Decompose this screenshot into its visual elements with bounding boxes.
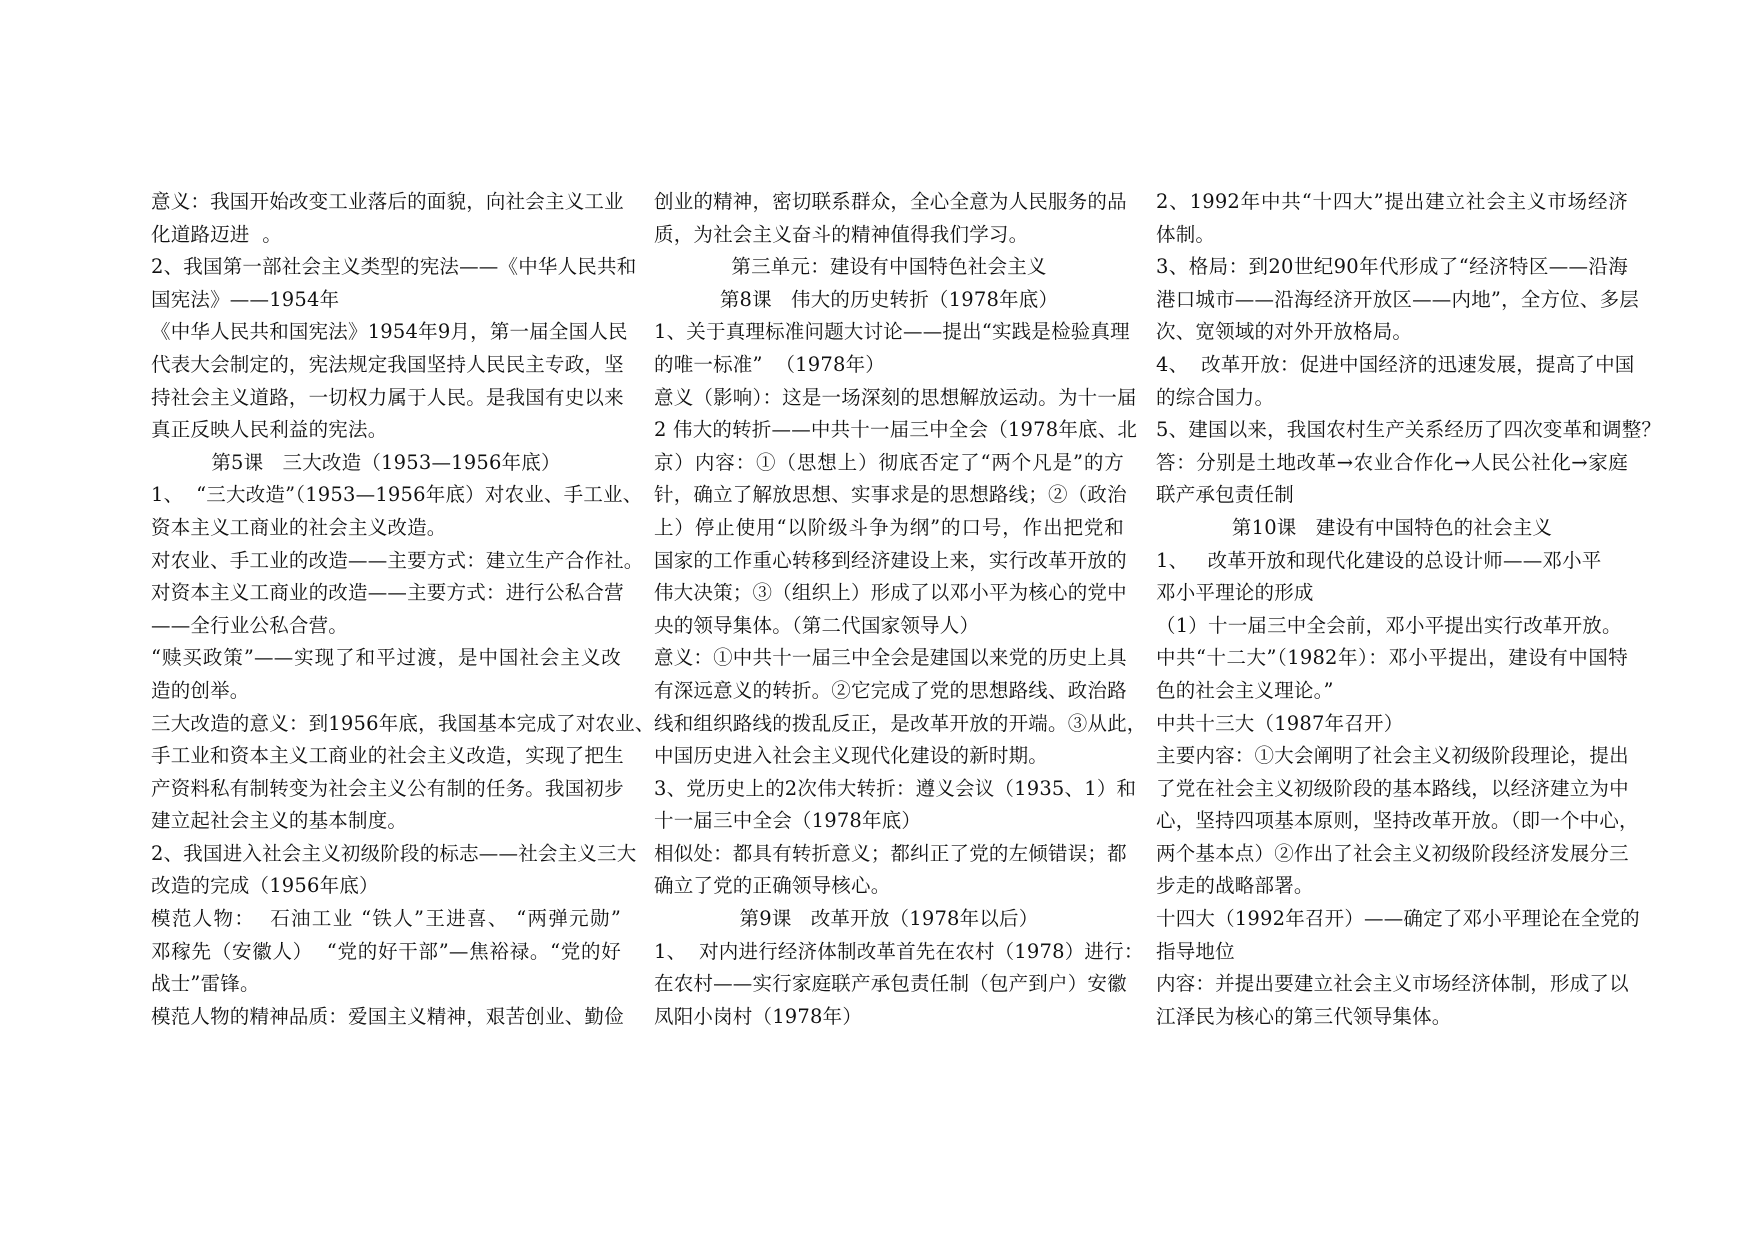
section-heading: 第9课 改革开放（1978年以后） [739,907,1039,931]
text-line: 持社会主义道路，一切权力属于人民。是我国有史以来 [151,385,624,409]
text-line: 对资本主义工商业的改造——主要方式：进行公私合营 [151,581,624,605]
text-line: 三大改造的意义：到1956年底，我国基本完成了对农业、 [151,711,655,735]
text-line: 中共十三大（1987年召开） [1156,711,1404,735]
text-line: 色的社会主义理论。” [1156,678,1334,702]
text-line: 1、关于真理标准问题大讨论——提出“实践是检验真理 [654,320,1130,344]
text-line: 指导地位 [1156,939,1235,963]
text-line: 改造的完成（1956年底） [151,874,379,898]
text-line: 线和组织路线的拨乱反正，是改革开放的开端。③从此， [654,711,1147,735]
text-line: 邓小平理论的形成 [1156,581,1314,605]
text-line: 产资料私有制转变为社会主义公有制的任务。我国初步 [151,776,624,800]
text-line: 3、格局：到20世纪90年代形成了“经济特区——沿海 [1156,255,1628,279]
text-line: 心，坚持四项基本原则，坚持改革开放。（即一个中心， [1156,809,1639,833]
text-line: 步走的战略部署。 [1156,874,1314,898]
text-line: 确立了党的正确领导核心。 [654,874,891,898]
text-line: 2 伟大的转折——中共十一届三中全会（1978年底、北 [654,418,1138,442]
text-line: 邓稼先（安徽人） “党的好干部”—焦裕禄。“党的好 [151,939,621,963]
text-line: 凤阳小岗村（1978年） [654,1004,863,1028]
text-line: 联产承包责任制 [1156,483,1294,507]
text-line: 意义：①中共十一届三中全会是建国以来党的历史上具 [654,646,1127,670]
text-line: 2、我国进入社会主义初级阶段的标志——社会主义三大 [151,841,637,865]
text-line: 主要内容：①大会阐明了社会主义初级阶段理论，提出 [1156,744,1629,768]
text-column-left [151,186,655,1033]
text-line: 体制。 [1156,222,1216,246]
text-line: 央的领导集体。（第二代国家领导人） [654,613,980,637]
text-line: 港口城市——沿海经济开放区——内地”，全方位、多层 [1156,287,1639,311]
text-line: 3、党历史上的2次伟大转折：遵义会议（1935、1）和 [654,776,1137,800]
text-line: 模范人物的精神品质：爱国主义精神，艰苦创业、勤俭 [151,1004,624,1028]
text-line: 意义（影响）：这是一场深刻的思想解放运动。为十一届 [654,385,1137,409]
text-line: 上）停止使用“以阶级斗争为纲”的口号，作出把党和 [654,515,1124,539]
text-line: 了党在社会主义初级阶段的基本路线，以经济建立为中 [1156,776,1629,800]
text-line: 手工业和资本主义工商业的社会主义改造，实现了把生 [151,744,624,768]
text-line: 中国历史进入社会主义现代化建设的新时期。 [654,744,1049,768]
text-line: 建立起社会主义的基本制度。 [151,809,408,833]
text-line: 京）内容：①（思想上）彻底否定了“两个凡是”的方 [654,450,1124,474]
text-line: 在农村——实行家庭联产承包责任制（包产到户）安徽 [654,972,1127,996]
section-heading: 第8课 伟大的历史转折（1978年底） [719,287,1059,311]
text-line: “赎买政策”——实现了和平过渡，是中国社会主义改 [151,646,621,670]
text-line: 创业的精神，密切联系群众，全心全意为人民服务的品 [654,190,1127,213]
text-line: 次、宽领域的对外开放格局。 [1156,320,1413,344]
text-line: 质，为社会主义奋斗的精神值得我们学习。 [654,222,1029,246]
text-line: 1、 对内进行经济体制改革首先在农村（1978）进行： [654,939,1144,963]
text-column-right [1156,186,1662,1033]
text-line: 两个基本点）②作出了社会主义初级阶段经济发展分三 [1156,841,1629,865]
text-line: 的综合国力。 [1156,385,1275,409]
text-line: 对农业、手工业的改造——主要方式：建立生产合作社。 [151,548,644,572]
text-line: 针，确立了解放思想、实事求是的思想路线；②（政治 [654,483,1127,507]
text-line: 十四大（1992年召开）——确定了邓小平理论在全党的 [1156,907,1640,931]
text-line: 意义：我国开始改变工业落后的面貌，向社会主义工业 [151,190,624,213]
text-line: 5、建国以来，我国农村生产关系经历了四次变革和调整？ [1156,418,1662,442]
text-line: 2、我国第一部社会主义类型的宪法——《中华人民共和 [151,255,637,279]
text-line: 代表大会制定的，宪法规定我国坚持人民民主专政，坚 [151,352,624,376]
text-line: 答：分别是土地改革→农业合作化→人民公社化→家庭 [1156,450,1628,474]
text-line: 有深远意义的转折。②它完成了党的思想路线、政治路 [654,678,1127,702]
text-line: 伟大决策；③（组织上）形成了以邓小平为核心的党中 [654,581,1127,605]
text-line: 2、1992年中共“十四大”提出建立社会主义市场经济 [1156,190,1628,213]
text-line: 造的创举。 [151,678,250,702]
text-column-middle [654,186,1147,1033]
text-line: 国宪法》——1954年 [151,287,340,311]
text-line: 中共“十二大”（1982年）：邓小平提出，建设有中国特 [1156,646,1628,670]
text-line: 国家的工作重心转移到经济建设上来，实行改革开放的 [654,548,1127,572]
text-line: 江泽民为核心的第三代领导集体。 [1156,1004,1452,1028]
section-heading: 第三单元：建设有中国特色社会主义 [731,255,1047,279]
text-line: 1、 “三大改造”（1953—1956年底）对农业、手工业、 [151,483,643,507]
text-line: 相似处：都具有转折意义；都纠正了党的左倾错误；都 [654,841,1127,865]
text-line: ——全行业公私合营。 [151,613,349,637]
text-line: 真正反映人民利益的宪法。 [151,418,388,442]
text-line: 资本主义工商业的社会主义改造。 [151,515,447,539]
text-line: 十一届三中全会（1978年底） [654,809,922,833]
text-line: 模范人物： 石油工业 “铁人”王进喜、 “两弹元勋” [151,907,621,931]
section-heading: 第5课 三大改造（1953—1956年底） [211,450,561,474]
text-line: 1、 改革开放和现代化建设的总设计师——邓小平 [1156,548,1602,572]
text-line: 战士”雷锋。 [151,972,260,996]
text-line: （1）十一届三中全会前，邓小平提出实行改革开放。 [1156,613,1622,637]
section-heading: 第10课 建设有中国特色的社会主义 [1231,515,1553,539]
text-line: 化道路迈进 。 [151,222,282,246]
text-line: 的唯一标准” （1978年） [654,352,885,376]
text-line: 内容：并提出要建立社会主义市场经济体制，形成了以 [1156,972,1629,996]
text-line: 《中华人民共和国宪法》1954年9月，第一届全国人民 [151,320,628,344]
text-line: 4、 改革开放：促进中国经济的迅速发展，提高了中国 [1156,352,1635,376]
